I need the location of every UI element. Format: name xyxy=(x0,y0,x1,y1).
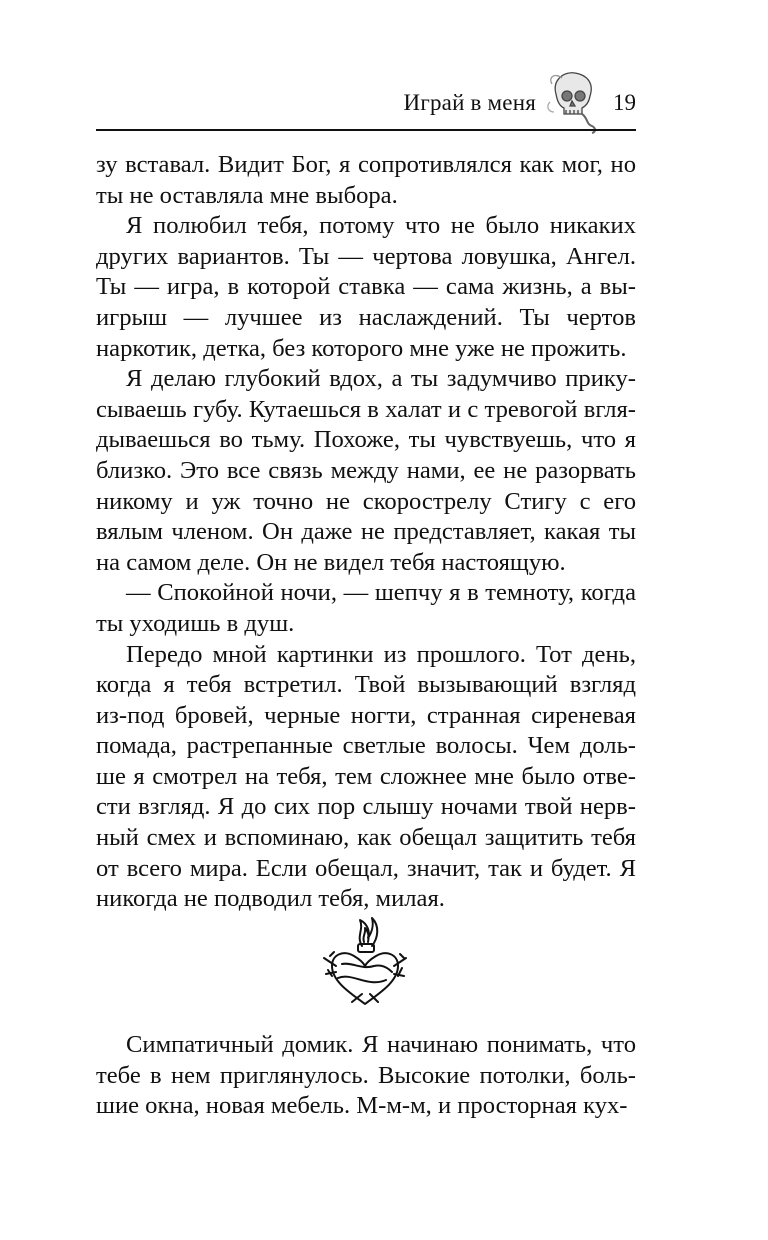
paragraph: зу вставал. Видит Бог, я сопротивлялся как мог, но ты не оставляла мне выбора. xyxy=(96,151,636,209)
flaming-heart-icon xyxy=(322,906,408,1010)
header-rule xyxy=(96,129,636,131)
body-text-after-break xyxy=(96,1030,636,1122)
paragraph: Я делаю глубокий вдох, а ты задумчиво прикусываешь губу. Кутаешься в халат и с тревогой вглядываешься во тьму. Похоже, ты чувствуешь, что я близко. Это все связь между нами, ее не разорвать никому и уж точно не скорострелу Стигу с его вялым членом. Он даже не представляет, какая ты на самом деле. Он не видел тебя настоящую. xyxy=(96,365,636,576)
running-header xyxy=(96,68,636,130)
running-title: Играй в меня xyxy=(403,90,536,115)
paragraph: Симпатичный домик. Я начинаю понимать, что тебе в нем приглянулось. Высокие потолки, большие окна, новая мебель. М-м-м, и просторная кух- xyxy=(96,1031,636,1120)
paragraph: Я полюбил тебя, потому что не было никаких других вариантов. Ты — чертова ловушка, Ангел. Ты — игра, в которой ставка — сама жизнь, а выигрыш — лучшее из наслаждений. Ты чертов наркотик, детка, без которого мне уже не прожить. xyxy=(96,212,636,362)
paragraph: Передо мной картинки из прошлого. Тот день, когда я тебя встретил. Твой вызывающий взгляд из-под бровей, черные ногти, странная сиреневая помада, растрепанные светлые волосы. Чем дольше я смотрел на тебя, тем сложнее мне было отвести взгляд. Я до сих пор слышу ночами твой нервный смех и вспоминаю, как обещал защитить тебя от всего мира. Если обещал, значит, так и будет. Я никогда не подводил тебя, милая. xyxy=(96,640,636,913)
skull-icon xyxy=(542,68,602,134)
paragraph: — Спокойной ночи, — шепчу я в темноту, когда ты уходишь в душ. xyxy=(96,579,636,637)
body-text xyxy=(96,150,636,915)
page-number: 19 xyxy=(613,90,636,115)
